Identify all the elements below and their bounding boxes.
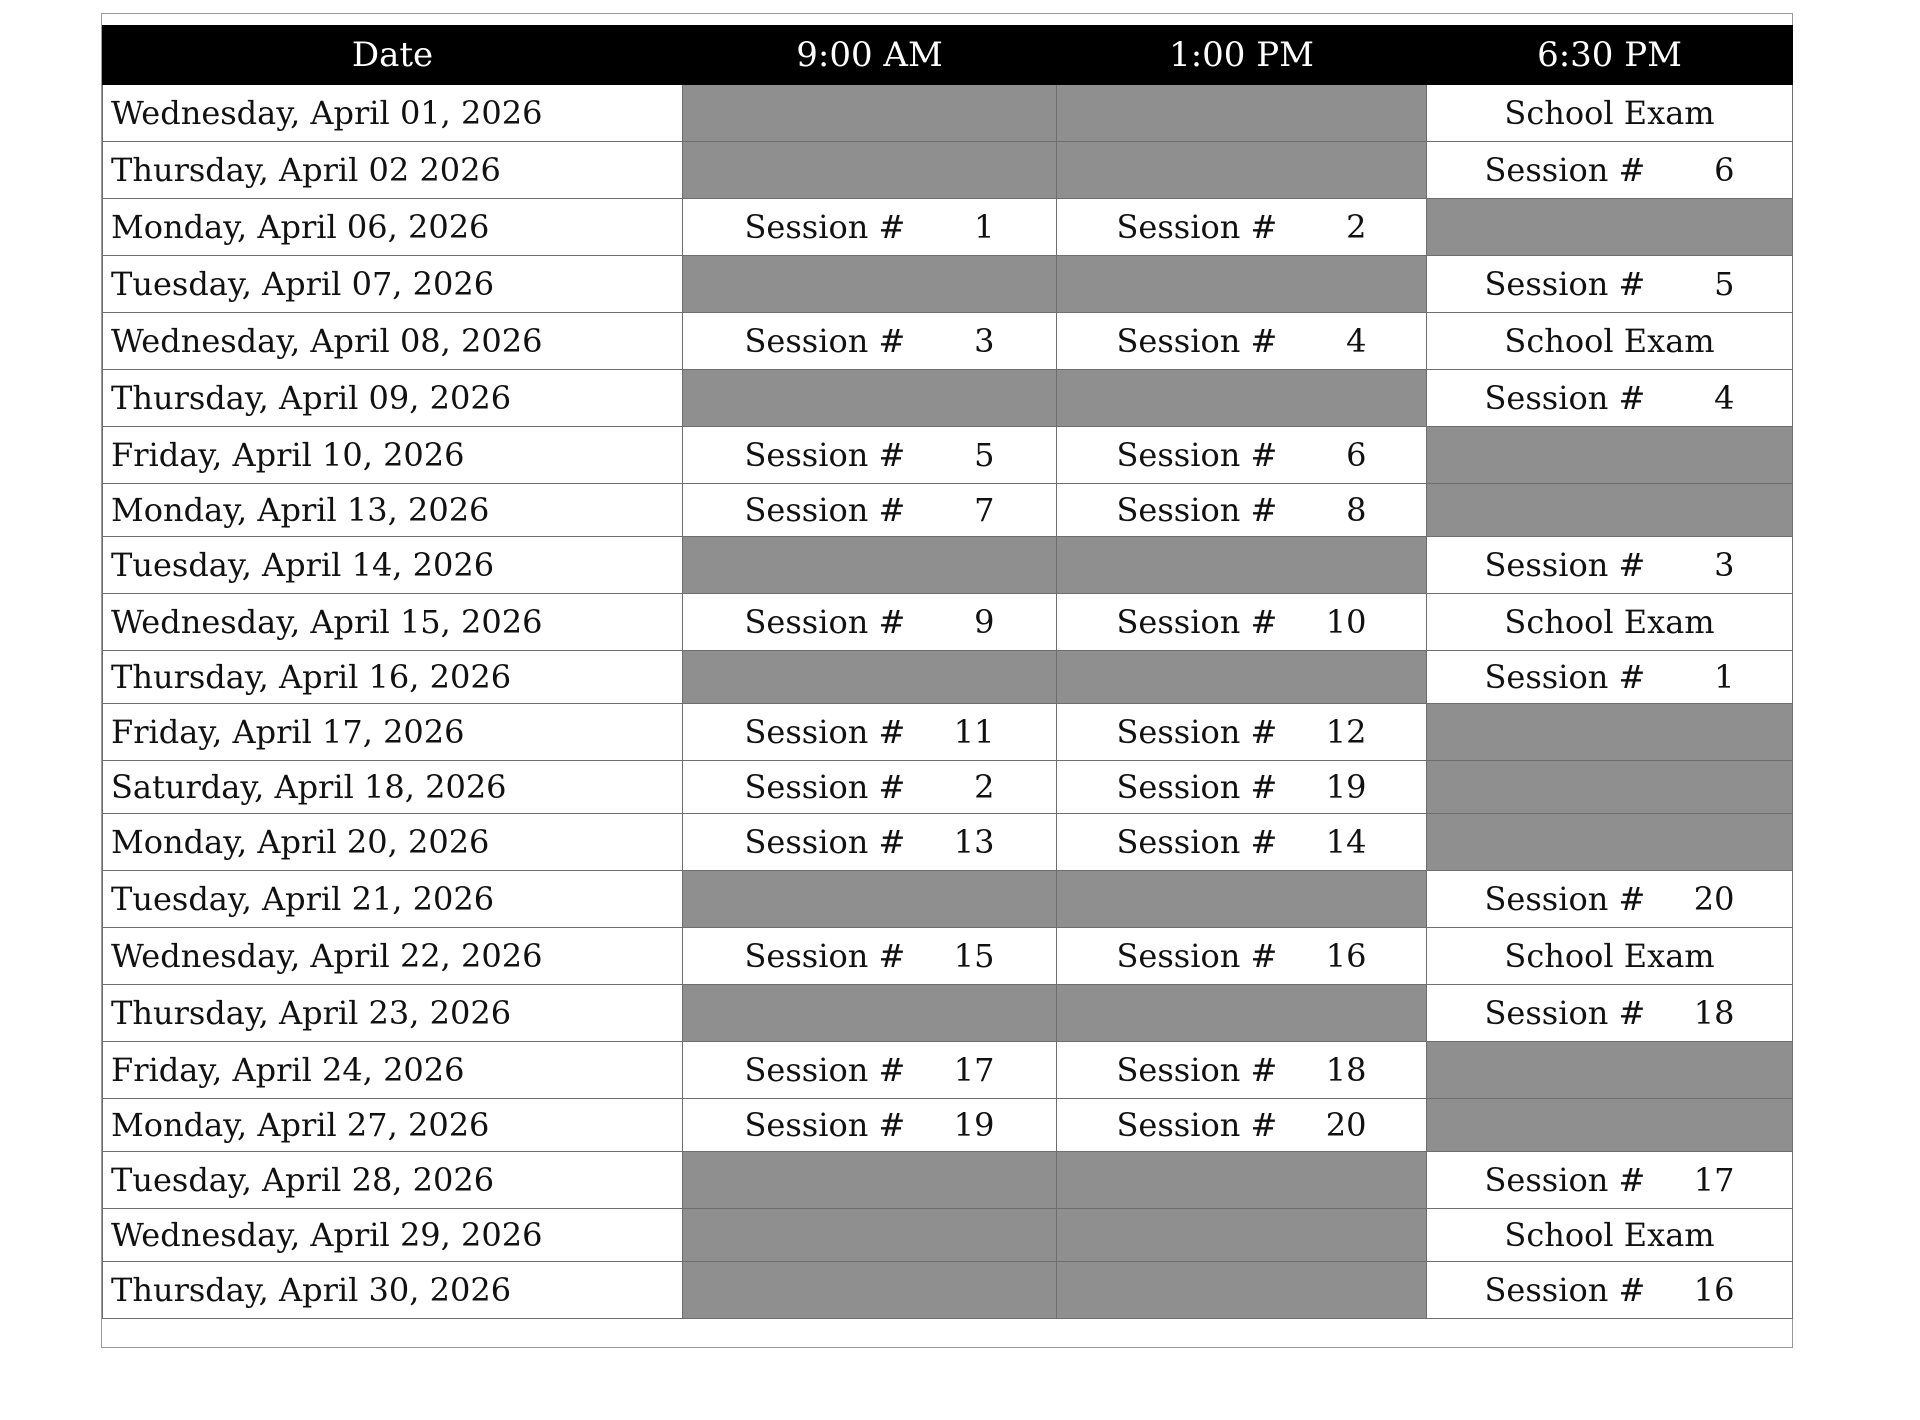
session-number: 11	[953, 713, 995, 751]
exam-slot	[1427, 1209, 1793, 1262]
blocked-slot	[683, 651, 1057, 704]
session-number: 19	[1325, 768, 1367, 806]
session-slot	[1057, 1099, 1427, 1152]
session-slot	[683, 928, 1057, 985]
session-entry	[1485, 546, 1735, 584]
session-number: 20	[1693, 880, 1735, 918]
date-cell: Monday, April 13, 2026	[103, 484, 683, 537]
blocked-slot	[1057, 985, 1427, 1042]
blocked-slot	[683, 537, 1057, 594]
blocked-slot	[683, 85, 1057, 142]
blocked-slot	[1427, 761, 1793, 814]
session-label: Session #	[1116, 1106, 1278, 1144]
session-slot	[1057, 199, 1427, 256]
session-number: 15	[953, 937, 995, 975]
session-label: Session #	[744, 1106, 906, 1144]
session-number: 19	[953, 1106, 995, 1144]
blocked-slot	[1427, 814, 1793, 871]
session-entry	[1485, 1271, 1735, 1309]
schedule-row	[103, 199, 1793, 256]
session-slot	[683, 1042, 1057, 1099]
schedule-row	[103, 761, 1793, 814]
session-label: Session #	[744, 436, 906, 474]
session-number: 6	[1714, 151, 1735, 189]
session-entry	[1117, 1106, 1367, 1144]
session-entry	[1117, 603, 1367, 641]
session-number: 2	[1346, 208, 1367, 246]
session-label: Session #	[1116, 1051, 1278, 1089]
date-cell: Tuesday, April 21, 2026	[103, 871, 683, 928]
session-number: 1	[1714, 658, 1735, 696]
schedule-row	[103, 1099, 1793, 1152]
session-entry	[1117, 1051, 1367, 1089]
session-label: Session #	[1116, 768, 1278, 806]
session-slot	[1057, 427, 1427, 484]
session-number: 4	[1346, 322, 1367, 360]
session-entry	[745, 322, 995, 360]
session-slot	[1057, 814, 1427, 871]
session-label: Session #	[1116, 603, 1278, 641]
session-slot	[1057, 928, 1427, 985]
date-cell: Friday, April 17, 2026	[103, 704, 683, 761]
blocked-slot	[1057, 1262, 1427, 1319]
blocked-slot	[1057, 537, 1427, 594]
session-label: Session #	[1484, 151, 1646, 189]
session-slot	[1057, 313, 1427, 370]
session-entry	[1485, 880, 1735, 918]
date-cell: Friday, April 10, 2026	[103, 427, 683, 484]
date-cell: Thursday, April 09, 2026	[103, 370, 683, 427]
header-1pm: 1:00 PM	[1057, 26, 1427, 85]
date-cell: Tuesday, April 07, 2026	[103, 256, 683, 313]
date-cell: Tuesday, April 28, 2026	[103, 1152, 683, 1209]
session-number: 17	[1693, 1161, 1735, 1199]
schedule-row	[103, 537, 1793, 594]
date-cell: Thursday, April 02 2026	[103, 142, 683, 199]
date-cell: Monday, April 27, 2026	[103, 1099, 683, 1152]
date-cell: Wednesday, April 15, 2026	[103, 594, 683, 651]
session-slot	[1427, 142, 1793, 199]
blocked-slot	[683, 370, 1057, 427]
schedule-row	[103, 1262, 1793, 1319]
header-630pm: 6:30 PM	[1427, 26, 1793, 85]
schedule-row	[103, 928, 1793, 985]
session-entry	[1117, 208, 1367, 246]
session-slot	[1057, 704, 1427, 761]
blocked-slot	[1427, 427, 1793, 484]
schedule-row	[103, 704, 1793, 761]
schedule-row	[103, 370, 1793, 427]
session-label: Session #	[744, 603, 906, 641]
session-label: Session #	[744, 823, 906, 861]
date-cell: Wednesday, April 22, 2026	[103, 928, 683, 985]
session-label: Session #	[1116, 713, 1278, 751]
exam-label: School Exam	[1504, 322, 1715, 360]
session-label: Session #	[1484, 1161, 1646, 1199]
session-entry	[1117, 713, 1367, 751]
session-slot	[1057, 594, 1427, 651]
session-label: Session #	[1484, 265, 1646, 303]
header-date: Date	[103, 26, 683, 85]
session-slot	[1427, 651, 1793, 704]
session-label: Session #	[744, 937, 906, 975]
session-label: Session #	[1116, 937, 1278, 975]
session-number: 17	[953, 1051, 995, 1089]
schedule-row	[103, 142, 1793, 199]
exam-slot	[1427, 928, 1793, 985]
session-label: Session #	[1484, 379, 1646, 417]
session-number: 5	[974, 436, 995, 474]
session-slot	[1057, 1042, 1427, 1099]
blocked-slot	[1427, 1042, 1793, 1099]
session-label: Session #	[1116, 823, 1278, 861]
session-label: Session #	[744, 208, 906, 246]
exam-slot	[1427, 594, 1793, 651]
session-label: Session #	[744, 1051, 906, 1089]
blocked-slot	[683, 142, 1057, 199]
schedule-row	[103, 1152, 1793, 1209]
date-cell: Thursday, April 30, 2026	[103, 1262, 683, 1319]
session-entry	[1485, 265, 1735, 303]
session-slot	[1427, 1262, 1793, 1319]
session-entry	[1117, 937, 1367, 975]
exam-label: School Exam	[1504, 603, 1715, 641]
header-row	[103, 26, 1793, 85]
date-cell: Friday, April 24, 2026	[103, 1042, 683, 1099]
session-entry	[745, 713, 995, 751]
blocked-slot	[683, 985, 1057, 1042]
session-slot	[1427, 871, 1793, 928]
schedule-row	[103, 1209, 1793, 1262]
blocked-slot	[1057, 871, 1427, 928]
session-entry	[1485, 379, 1735, 417]
date-cell: Thursday, April 16, 2026	[103, 651, 683, 704]
header-9am: 9:00 AM	[683, 26, 1057, 85]
session-number: 12	[1325, 713, 1367, 751]
exam-slot	[1427, 85, 1793, 142]
session-slot	[683, 199, 1057, 256]
session-entry	[745, 1051, 995, 1089]
session-slot	[1427, 370, 1793, 427]
session-entry	[745, 937, 995, 975]
session-number: 18	[1693, 994, 1735, 1032]
blocked-slot	[1057, 256, 1427, 313]
session-entry	[1117, 491, 1367, 529]
blocked-slot	[1057, 651, 1427, 704]
session-label: Session #	[1484, 880, 1646, 918]
blocked-slot	[1057, 85, 1427, 142]
schedule-row	[103, 871, 1793, 928]
session-slot	[683, 1099, 1057, 1152]
schedule-row	[103, 484, 1793, 537]
schedule-row	[103, 427, 1793, 484]
blocked-slot	[1057, 142, 1427, 199]
session-slot	[1057, 484, 1427, 537]
session-slot	[1057, 761, 1427, 814]
schedule-header	[103, 26, 1793, 85]
blocked-slot	[1427, 199, 1793, 256]
schedule-row	[103, 651, 1793, 704]
session-number: 1	[974, 208, 995, 246]
session-number: 16	[1693, 1271, 1735, 1309]
session-entry	[745, 603, 995, 641]
blocked-slot	[1057, 1152, 1427, 1209]
session-number: 3	[974, 322, 995, 360]
session-label: Session #	[744, 768, 906, 806]
exam-label: School Exam	[1504, 937, 1715, 975]
blocked-slot	[1057, 370, 1427, 427]
session-label: Session #	[1116, 491, 1278, 529]
date-cell: Thursday, April 23, 2026	[103, 985, 683, 1042]
session-slot	[1427, 537, 1793, 594]
session-label: Session #	[1484, 1271, 1646, 1309]
schedule-row	[103, 1042, 1793, 1099]
session-entry	[745, 768, 995, 806]
exam-slot	[1427, 313, 1793, 370]
session-number: 2	[974, 768, 995, 806]
session-number: 13	[953, 823, 995, 861]
schedule-row	[103, 256, 1793, 313]
exam-label: School Exam	[1504, 94, 1715, 132]
blocked-slot	[1427, 704, 1793, 761]
session-label: Session #	[1116, 322, 1278, 360]
date-cell: Tuesday, April 14, 2026	[103, 537, 683, 594]
blocked-slot	[683, 871, 1057, 928]
session-label: Session #	[1484, 546, 1646, 584]
session-entry	[745, 436, 995, 474]
session-slot	[683, 704, 1057, 761]
schedule-row	[103, 594, 1793, 651]
schedule-body	[103, 85, 1793, 1319]
session-number: 14	[1325, 823, 1367, 861]
session-number: 18	[1325, 1051, 1367, 1089]
session-label: Session #	[744, 491, 906, 529]
schedule-row	[103, 313, 1793, 370]
session-entry	[745, 208, 995, 246]
session-slot	[683, 761, 1057, 814]
schedule-table	[102, 25, 1793, 1319]
session-slot	[683, 427, 1057, 484]
session-number: 16	[1325, 937, 1367, 975]
session-label: Session #	[1116, 208, 1278, 246]
blocked-slot	[683, 1209, 1057, 1262]
session-entry	[1485, 994, 1735, 1032]
session-entry	[1485, 1161, 1735, 1199]
date-cell: Wednesday, April 08, 2026	[103, 313, 683, 370]
date-cell: Saturday, April 18, 2026	[103, 761, 683, 814]
session-label: Session #	[1116, 436, 1278, 474]
session-entry	[745, 823, 995, 861]
session-number: 5	[1714, 265, 1735, 303]
session-number: 6	[1346, 436, 1367, 474]
session-slot	[1427, 256, 1793, 313]
session-number: 10	[1325, 603, 1367, 641]
session-number: 8	[1346, 491, 1367, 529]
blocked-slot	[683, 256, 1057, 313]
blocked-slot	[1427, 484, 1793, 537]
schedule-row	[103, 985, 1793, 1042]
session-slot	[683, 814, 1057, 871]
session-entry	[745, 491, 995, 529]
session-label: Session #	[1484, 994, 1646, 1032]
session-entry	[1485, 151, 1735, 189]
blocked-slot	[683, 1262, 1057, 1319]
session-number: 3	[1714, 546, 1735, 584]
session-slot	[683, 484, 1057, 537]
session-entry	[1117, 823, 1367, 861]
schedule-row	[103, 814, 1793, 871]
session-entry	[1117, 768, 1367, 806]
session-label: Session #	[744, 322, 906, 360]
date-cell: Monday, April 06, 2026	[103, 199, 683, 256]
session-slot	[1427, 1152, 1793, 1209]
schedule-row	[103, 85, 1793, 142]
date-cell: Wednesday, April 01, 2026	[103, 85, 683, 142]
session-slot	[1427, 985, 1793, 1042]
session-slot	[683, 313, 1057, 370]
blocked-slot	[1057, 1209, 1427, 1262]
session-number: 4	[1714, 379, 1735, 417]
session-number: 7	[974, 491, 995, 529]
session-entry	[1117, 436, 1367, 474]
session-label: Session #	[1484, 658, 1646, 696]
date-cell: Wednesday, April 29, 2026	[103, 1209, 683, 1262]
session-entry	[1485, 658, 1735, 696]
exam-label: School Exam	[1504, 1216, 1715, 1254]
session-slot	[683, 594, 1057, 651]
session-entry	[745, 1106, 995, 1144]
session-number: 20	[1325, 1106, 1367, 1144]
blocked-slot	[1427, 1099, 1793, 1152]
session-entry	[1117, 322, 1367, 360]
session-number: 9	[974, 603, 995, 641]
date-cell: Monday, April 20, 2026	[103, 814, 683, 871]
blocked-slot	[683, 1152, 1057, 1209]
session-label: Session #	[744, 713, 906, 751]
